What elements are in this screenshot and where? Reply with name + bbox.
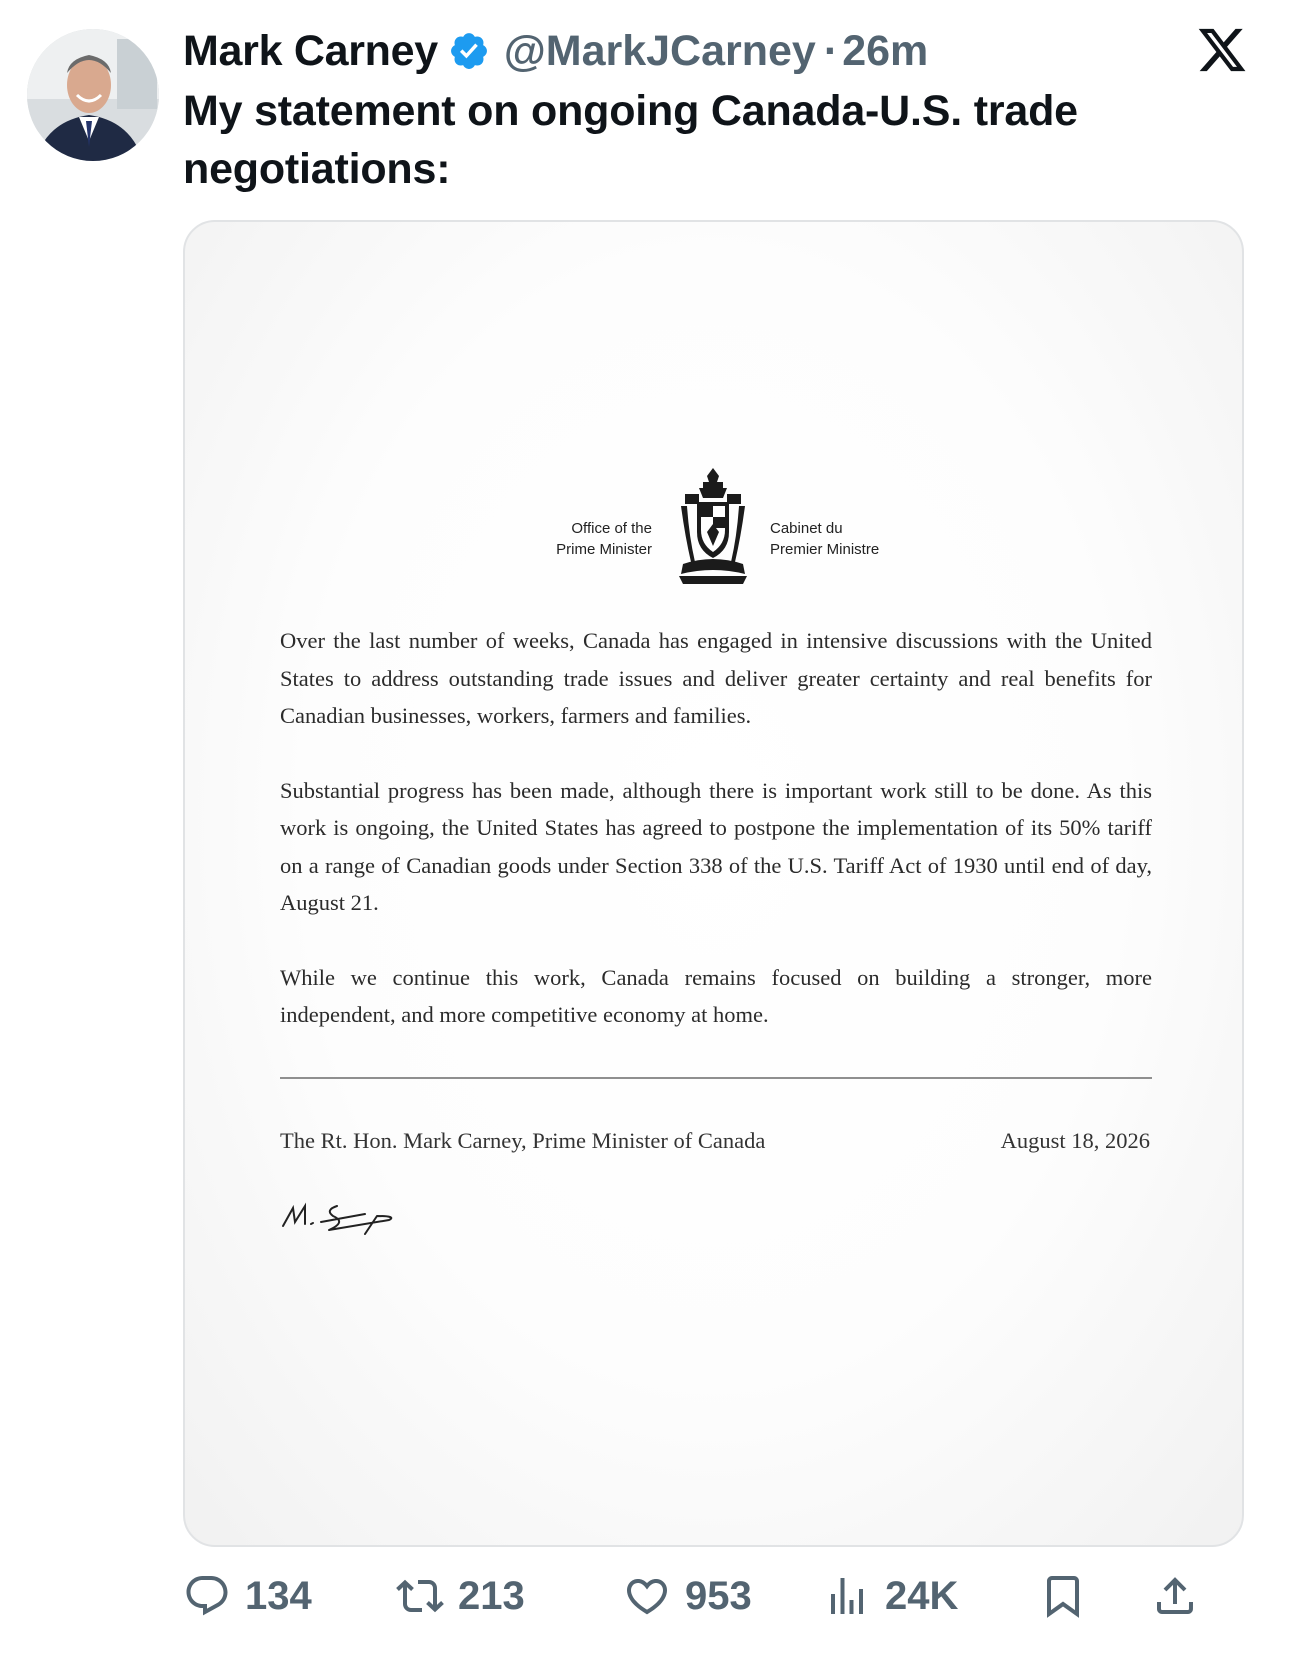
bookmark-icon bbox=[1039, 1572, 1087, 1620]
like-icon bbox=[623, 1572, 671, 1620]
letterhead bbox=[185, 466, 1242, 586]
views-count: 24K bbox=[885, 1573, 959, 1618]
repost-icon bbox=[396, 1572, 444, 1620]
signature-image bbox=[277, 1192, 427, 1242]
like-button[interactable] bbox=[623, 1564, 752, 1628]
tweet-timestamp[interactable]: 26m bbox=[842, 26, 929, 75]
reply-icon bbox=[183, 1572, 231, 1620]
repost-button[interactable] bbox=[396, 1564, 525, 1628]
author-handle[interactable]: @MarkJCarney bbox=[503, 26, 816, 75]
letter-divider bbox=[280, 1077, 1152, 1079]
letter-paragraph-1: Over the last number of weeks, Canada has engaged in intensive discussions with the United States to address outstanding trade issues and deliver greater certainty and real benefits for Canadian businesses, workers, farmers and families. bbox=[280, 628, 1152, 728]
tweet-text: My statement on ongoing Canada-U.S. trade negotiations: bbox=[183, 87, 1078, 193]
reply-count: 134 bbox=[245, 1573, 312, 1618]
tweet-media-image[interactable] bbox=[183, 220, 1244, 1547]
office-fr-line-1: Cabinet du bbox=[770, 520, 843, 537]
share-icon bbox=[1151, 1572, 1199, 1620]
office-en-line-1: Office of the bbox=[571, 520, 652, 537]
verified-badge-icon bbox=[448, 30, 490, 72]
author-name[interactable]: Mark Carney bbox=[183, 26, 438, 75]
letter-body bbox=[280, 622, 1152, 1071]
tweet-action-bar bbox=[183, 1564, 1244, 1628]
coat-of-arms-icon bbox=[673, 466, 753, 586]
letter-signoff: The Rt. Hon. Mark Carney, Prime Minister of Canada bbox=[280, 1128, 766, 1153]
letter-paragraph-3: While we continue this work, Canada remains focused on building a stronger, more independent, and more competitive economy at home. bbox=[280, 964, 1152, 1027]
repost-count: 213 bbox=[458, 1573, 525, 1618]
letter-paragraph-2: Substantial progress has been made, although there is important work still to be done. As this work is ongoing, the United States has agreed to postpone the implementation of its 50% tariff on a range of Canadian goods under Section 338 of the U.S. Tariff Act of 1930 until end of day, August 21. bbox=[280, 777, 1152, 915]
views-icon bbox=[823, 1572, 871, 1620]
tweet-header bbox=[183, 22, 928, 80]
letter-date: August 18, 2026 bbox=[1000, 1128, 1150, 1153]
x-logo-icon[interactable] bbox=[1196, 24, 1248, 76]
office-en-line-2: Prime Minister bbox=[556, 541, 652, 558]
like-count: 953 bbox=[685, 1573, 752, 1618]
office-name-french bbox=[770, 518, 879, 560]
author-avatar[interactable] bbox=[27, 29, 159, 161]
share-button[interactable] bbox=[1151, 1564, 1199, 1628]
separator-dot: · bbox=[823, 26, 839, 75]
office-fr-line-2: Premier Ministre bbox=[770, 541, 880, 558]
reply-button[interactable] bbox=[183, 1564, 312, 1628]
views-button[interactable] bbox=[823, 1564, 958, 1628]
bookmark-button[interactable] bbox=[1039, 1564, 1087, 1628]
office-name-english bbox=[556, 518, 652, 560]
